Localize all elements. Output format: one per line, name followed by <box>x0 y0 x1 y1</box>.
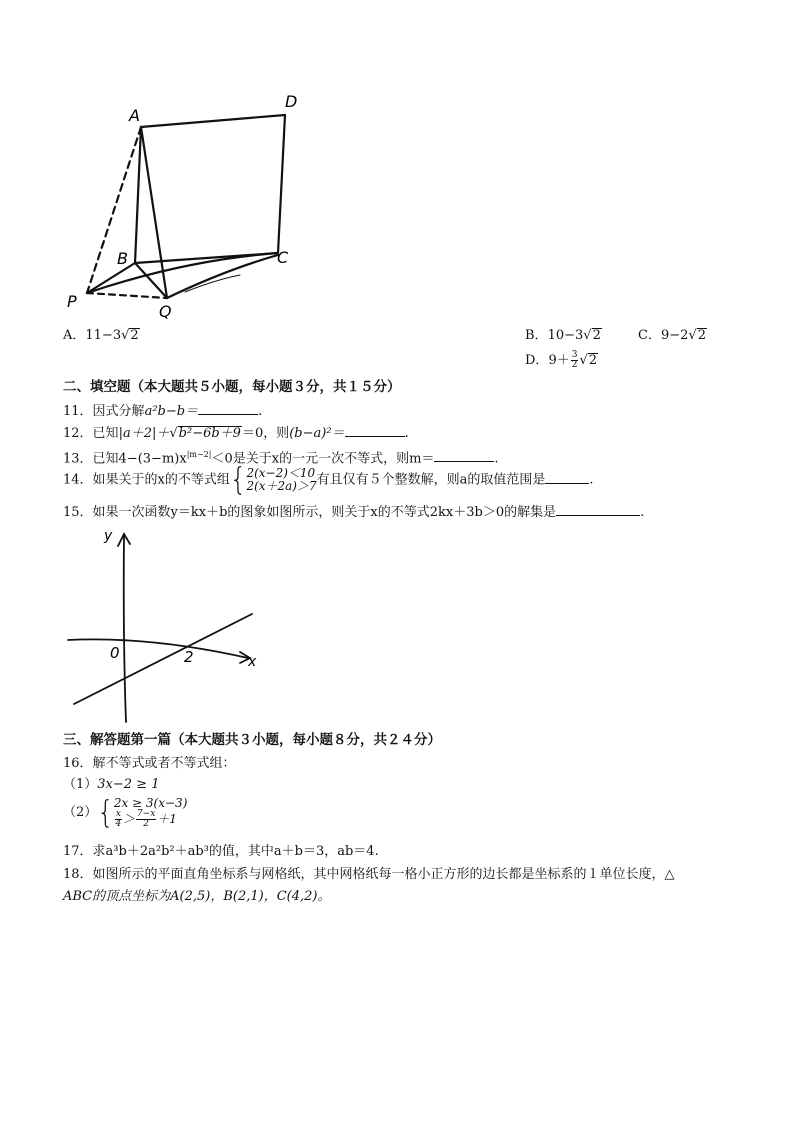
square-top <box>141 115 285 127</box>
question-16: 16．解不等式或者不等式组： <box>63 756 236 771</box>
question-17: 17．求a³b＋2a²b²＋ab³的值，其中a＋b＝3，ab＝4. <box>63 844 379 859</box>
answer-blank[interactable] <box>545 471 589 484</box>
label-B: B <box>117 249 128 268</box>
answer-blank[interactable] <box>345 424 405 437</box>
option-B: B．10−3√2 <box>525 328 601 343</box>
tick-label-2: 2 <box>184 648 194 666</box>
segment-AP <box>87 127 141 293</box>
square-left <box>135 127 141 263</box>
option-D: D．9＋ $\frac{3}{2}$ √2 <box>525 350 598 370</box>
option-A: A．11−3√2 <box>63 328 139 343</box>
question-14: 14．如果关于的x的不等式组{ 2(x−2)＜10 2(x＋2a)＞7 有且仅有５个整数解，则a的取值范围是 . <box>63 462 594 498</box>
geometry-figure <box>55 85 325 320</box>
y-axis-label: y <box>104 528 113 544</box>
section2-title: 二、填空题（本大题共５小题，每小题３分，共１５分） <box>63 379 401 395</box>
answer-blank[interactable] <box>556 503 640 516</box>
label-P: P <box>67 292 77 311</box>
x-axis <box>68 639 248 658</box>
section3-title: 三、解答题第一篇（本大题共３小题，每小题８分，共２４分） <box>63 732 441 748</box>
label-Q: Q <box>159 302 172 320</box>
option-C: C．9−2√2 <box>638 328 706 343</box>
question-13: 13．已知$4-(3-m)x^{|m-2|}<0$是关于x的一元一次不等式，则m＝ . <box>63 450 499 467</box>
question-11: 11．因式分解a²b−b＝ . <box>63 404 263 419</box>
question-18: 18．如图所示的平面直角坐标系与网格纸，其中网格纸每一格小正方形的边长都是坐标系的１单位长度，△ <box>63 867 675 882</box>
answer-blank[interactable] <box>198 402 258 415</box>
segment-PQ <box>87 293 167 298</box>
linear-function-graph <box>60 522 270 727</box>
x-axis-label: x <box>248 654 257 670</box>
question-16-part2: （2）{ 2x ≥ 3(x−3) $\frac{x}{4}$ ＞ $\frac{7-x}{2}$ ＋1 <box>63 795 188 831</box>
question-16-part1: （1）3x−2 ≥ 1 <box>63 777 160 792</box>
y-axis <box>124 534 126 722</box>
label-D: D <box>285 92 298 111</box>
question-18-line2: ABC的顶点坐标为A(2,5)，B(2,1)，C(4,2)。 <box>63 889 331 904</box>
question-15: 15．如果一次函数y＝kx＋b的图象如图所示，则关于x的不等式2kx＋3b＞0的解集是 . <box>63 505 645 520</box>
question-12: 12．已知|a＋2|＋√b²−6b＋9＝0，则(b−a)²＝ . <box>63 426 409 441</box>
origin-label: 0 <box>110 644 120 662</box>
square-right <box>278 115 285 253</box>
segment-QC <box>167 255 278 298</box>
label-A: A <box>129 106 140 125</box>
line-y-kx-b <box>74 614 252 704</box>
answer-blank[interactable] <box>434 449 494 462</box>
label-C: C <box>277 248 289 267</box>
